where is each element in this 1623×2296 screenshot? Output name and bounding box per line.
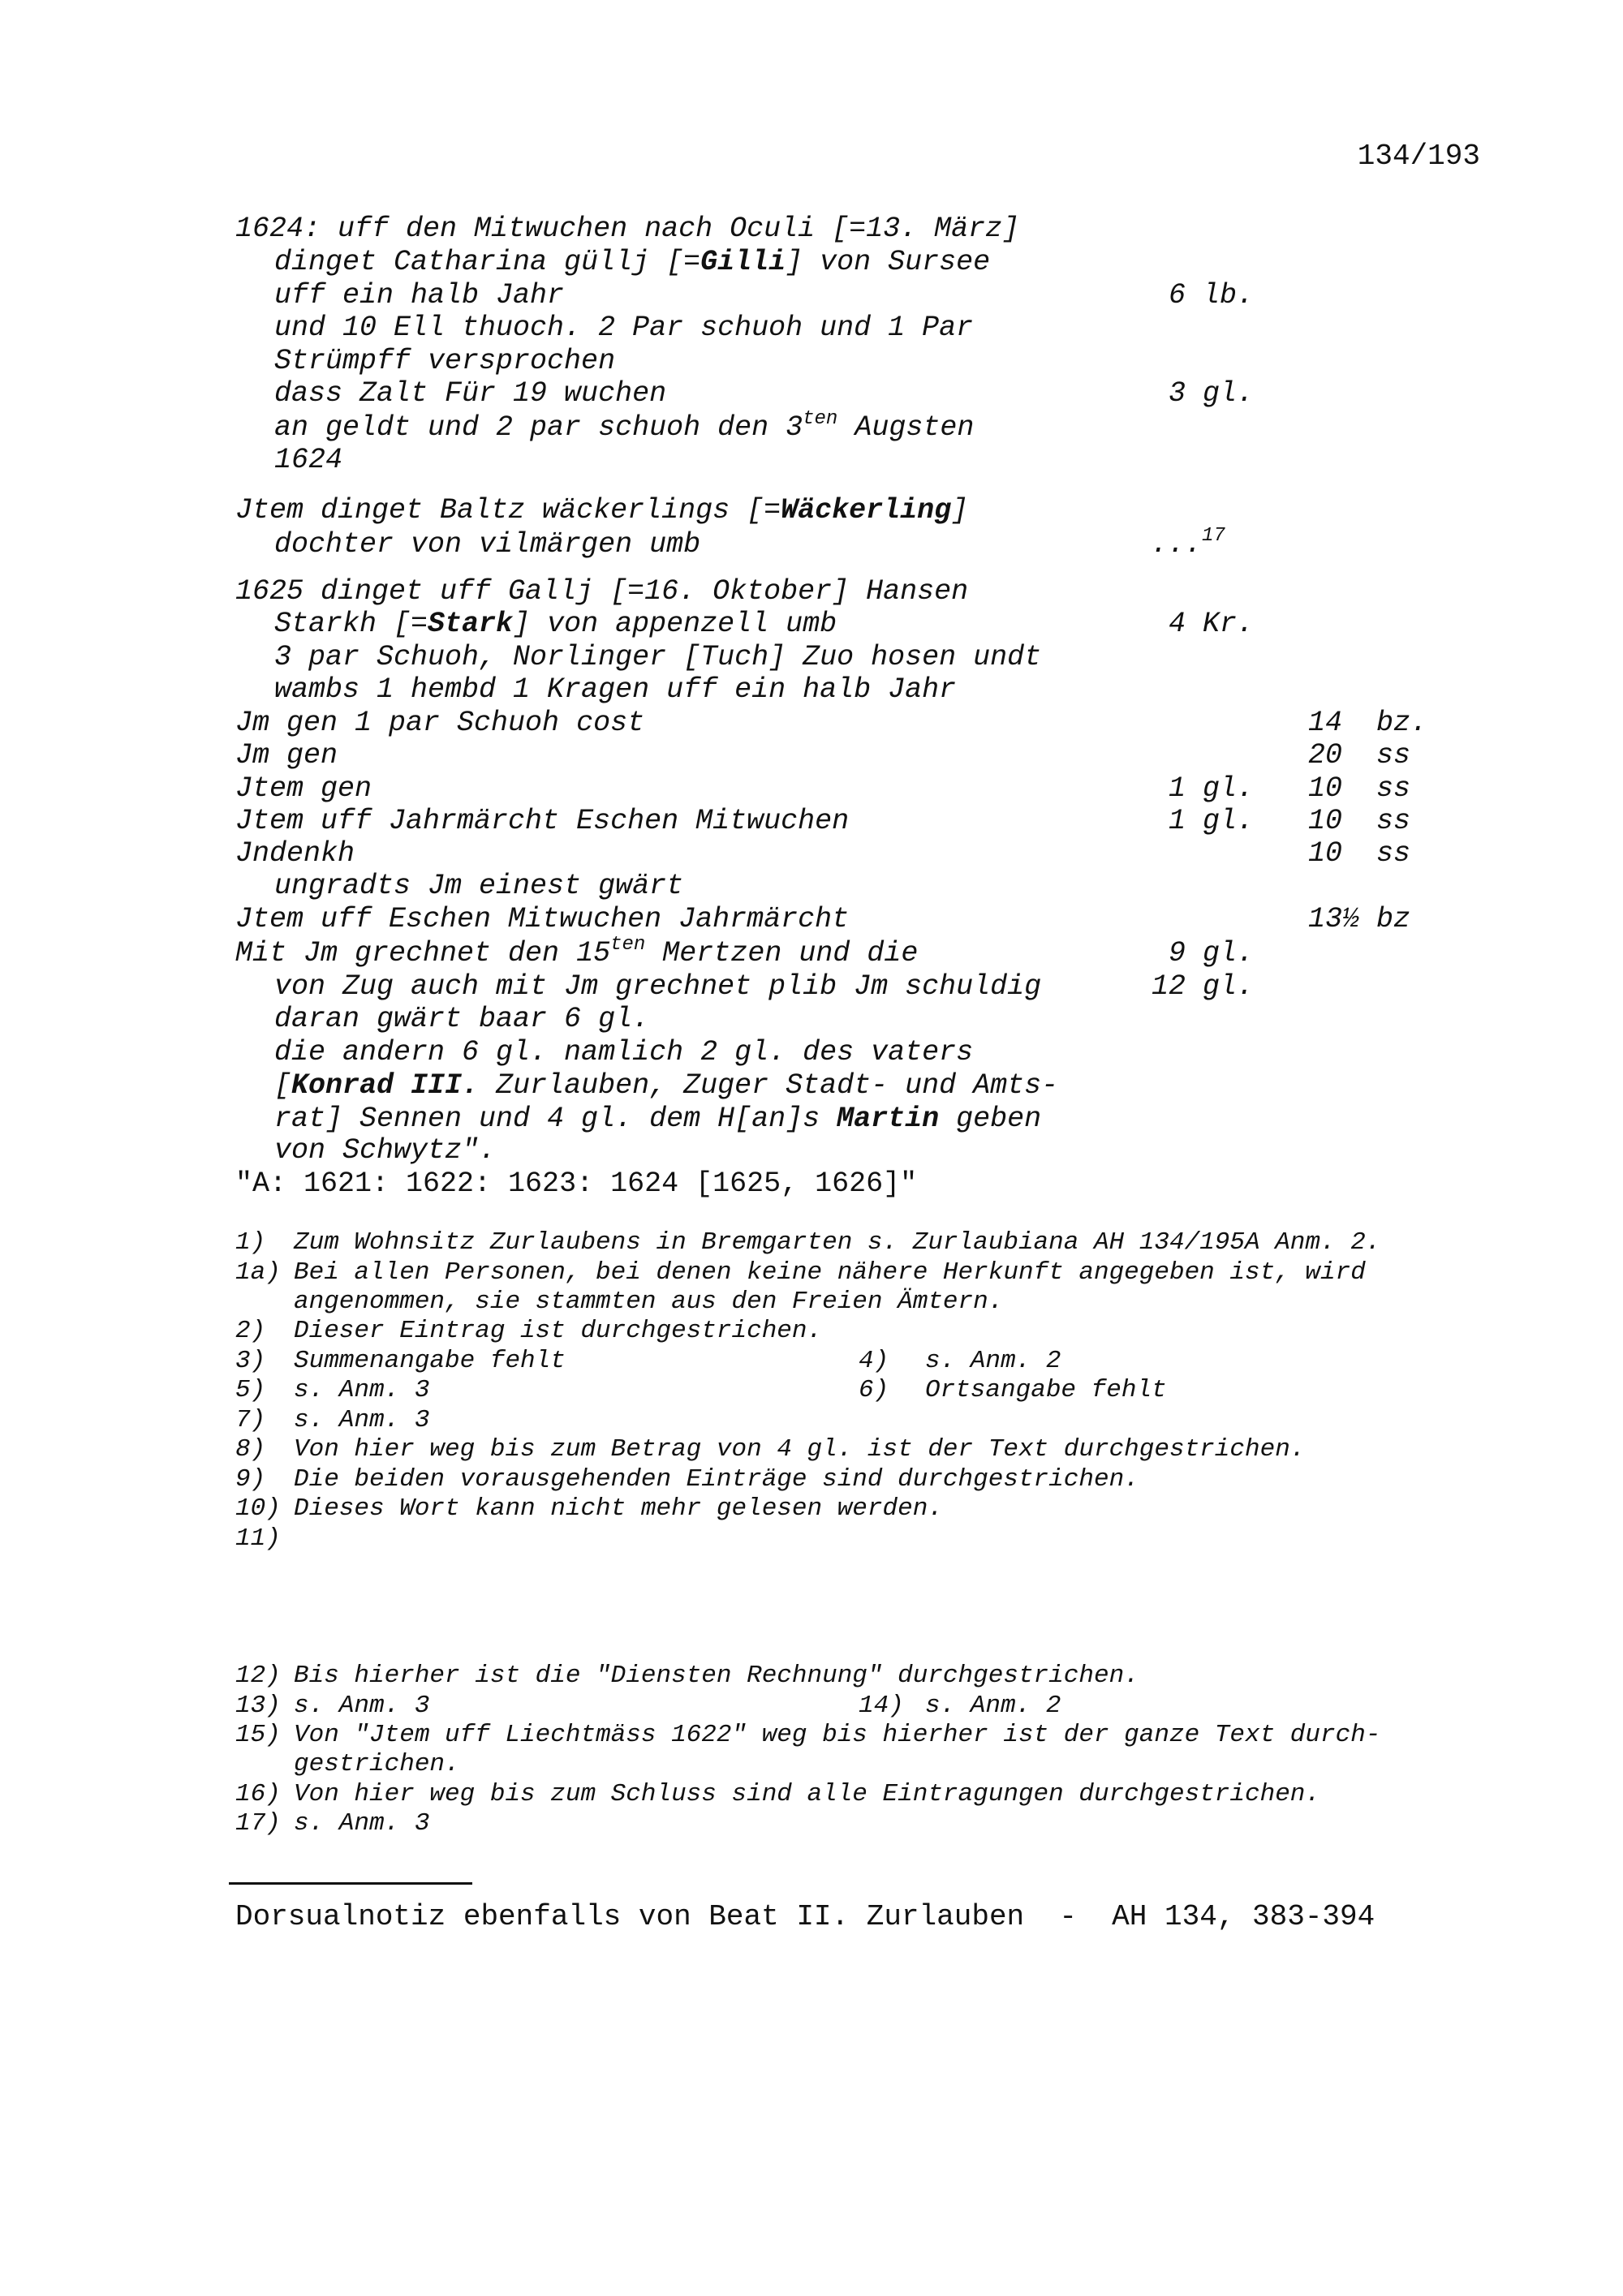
text-run: dass Zalt Für 19 wuchen [274, 377, 667, 410]
footnote-text: Von "Jtem uff Liechtmäss 1622" weg bis hierher ist der ganze Text durch- [294, 1721, 1381, 1749]
amount-column-2: 10 ss [1308, 805, 1411, 837]
text-run: 3 par Schuoh, Norlinger [Tuch] Zuo hosen undt [274, 641, 1042, 673]
superscript-text: ten [610, 934, 646, 956]
text-run: rat] Sennen und 4 gl. dem H[an]s [274, 1103, 837, 1135]
footnote-text: Ortsangabe fehlt [925, 1376, 1167, 1404]
text-run: Strümpff versprochen [274, 345, 616, 377]
footnote-number: 3) [235, 1347, 266, 1375]
entry-line [274, 248, 990, 277]
amount-column-1 [1169, 279, 1255, 312]
footnote-number: 5) [235, 1376, 266, 1404]
entry-line [274, 347, 615, 376]
footnote-text: Bei allen Personen, bei denen keine nähere Herkunft angegeben ist, wird [294, 1258, 1366, 1287]
entry-line [235, 1167, 918, 1200]
text-run: Jtem uff Eschen Mitwuchen Jahrmärcht [235, 903, 850, 935]
footnote-number: 14) [859, 1692, 904, 1720]
text-run: wambs 1 hembd 1 Kragen uff ein halb Jahr [274, 673, 957, 706]
footnote-text: angenommen, sie stammten aus den Freien Ämtern. [294, 1288, 1004, 1316]
entry-line [274, 872, 683, 901]
text-run: [ [274, 1069, 292, 1102]
amount-value: 4 Kr. [1169, 608, 1255, 640]
footnote-text: Dieses Wort kann nicht mehr gelesen werden. [294, 1494, 943, 1523]
footnote-text: Zum Wohnsitz Zurlaubens in Bremgarten s. Zurlaubiana AH 134/195A Anm. 2. [294, 1228, 1381, 1257]
text-run: "A: 1621: 1622: 1623: 1624 [1625, 1626]" [235, 1167, 918, 1200]
text-run: Jndenkh [235, 837, 355, 870]
footnote-text: Die beiden vorausgehenden Einträge sind durchgestrichen. [294, 1465, 1139, 1494]
text-run: Mit Jm grechnet den 15 [235, 937, 611, 970]
footnote-number: 8) [235, 1435, 266, 1464]
bold-name: Stark [428, 608, 514, 640]
footnote-text: s. Anm. 3 [294, 1809, 430, 1838]
text-run: Jtem dinget Baltz wäckerlings [= [235, 494, 781, 527]
footnote-text: s. Anm. 3 [294, 1692, 430, 1720]
footnote-text: Dieser Eintrag ist durchgestrichen. [294, 1317, 823, 1345]
footnote-number: 1) [235, 1228, 266, 1257]
amount-column-2: 10 ss [1308, 837, 1411, 870]
entry-line [274, 643, 1041, 672]
footnote-number: 10) [235, 1494, 281, 1523]
footer-rule [229, 1882, 472, 1885]
entry-line [235, 575, 969, 608]
amount-column-2: 10 ss [1308, 772, 1411, 805]
text-run: die andern 6 gl. namlich 2 gl. des vaters [274, 1036, 974, 1068]
dorsal-note: Dorsualnotiz ebenfalls von Beat II. Zurlauben - AH 134, 383-394 [235, 1900, 1375, 1933]
amount-column-1 [1152, 970, 1255, 1003]
page-number: 134/193 [1357, 140, 1480, 173]
text-run: ] von Sursee [786, 246, 991, 278]
amount-column-1 [1169, 772, 1255, 805]
footnote-number: 4) [859, 1347, 889, 1375]
text-run: 1624: uff den Mitwuchen nach Oculi [=13. März] [235, 213, 1020, 245]
footnote-number: 6) [859, 1376, 889, 1404]
entry-line [274, 1105, 1041, 1133]
text-run: ungradts Jm einest gwärt [274, 870, 684, 902]
bold-name: Wäckerling [781, 494, 952, 527]
amount-column-2: 14 bz. [1308, 707, 1428, 739]
entry-line [235, 905, 849, 934]
amount-value: 12 gl. [1152, 970, 1255, 1003]
footnote-text: s. Anm. 2 [925, 1347, 1061, 1375]
text-run: und 10 Ell thuoch. 2 Par schuoh und 1 Par [274, 312, 974, 344]
footnote-text: Von hier weg bis zum Schluss sind alle Eintragungen durchgestrichen. [294, 1780, 1321, 1808]
amount-value: 1 gl. [1169, 805, 1255, 837]
amount-column-1 [1152, 939, 1254, 968]
amount-value: ... [1151, 528, 1203, 561]
text-run: Mertzen und die [645, 937, 919, 970]
text-run: Jm gen 1 par Schuoh cost [235, 707, 645, 739]
entry-line [235, 739, 338, 772]
text-run: geben [939, 1103, 1042, 1135]
amount-column-1 [1169, 610, 1254, 638]
entry-line [274, 314, 973, 342]
text-run: von Schwytz". [274, 1134, 497, 1167]
footnote-number: 17) [235, 1809, 281, 1838]
amount-value: 6 lb. [1169, 279, 1255, 312]
amount-column-1 [1151, 525, 1225, 561]
footnote-number: 1a) [235, 1258, 281, 1287]
text-run: Jtem gen [235, 772, 372, 805]
text-run: Jtem uff Jahrmärcht Eschen Mitwuchen [235, 805, 850, 837]
entry-line [235, 215, 1019, 243]
footnote-number: 12) [235, 1662, 281, 1690]
bold-name: Martin [837, 1103, 940, 1135]
text-run: ] von appenzell umb [513, 608, 837, 640]
amount-column-1 [1169, 377, 1255, 410]
text-run: dinget Catharina güllj [= [274, 246, 701, 278]
footnote-text: s. Anm. 2 [925, 1692, 1061, 1720]
amount-value: 1 gl. [1169, 772, 1255, 805]
text-run: an geldt und 2 par schuoh den 3 [274, 411, 803, 444]
entry-line [235, 934, 919, 970]
footnote-text: Summenangabe fehlt [294, 1347, 566, 1375]
entry-line [274, 1038, 973, 1067]
footnote-text: s. Anm. 3 [294, 1406, 430, 1434]
footnote-number: 2) [235, 1317, 266, 1345]
text-run: von Zug auch mit Jm grechnet plib Jm schuldig [274, 970, 1042, 1003]
entry-line [274, 1134, 497, 1167]
entry-line [274, 1069, 1059, 1102]
text-run: daran gwärt baar 6 gl. [274, 1003, 650, 1035]
entry-line [274, 377, 667, 410]
amount-value: 3 gl. [1169, 377, 1255, 410]
footnote-text: Bis hierher ist die "Diensten Rechnung" durchgestrichen. [294, 1662, 1139, 1690]
entry-line [235, 837, 355, 870]
entry-line [274, 1005, 649, 1034]
text-run: 1624 [274, 444, 343, 476]
bold-name: Gilli [700, 246, 786, 278]
text-run: dochter von vilmärgen umb [274, 528, 701, 561]
footnote-text: Von hier weg bis zum Betrag von 4 gl. ist der Text durchgestrichen. [294, 1435, 1306, 1464]
footnote-number: 9) [235, 1465, 266, 1494]
text-run: Zurlauben, Zuger Stadt- und Amts- [479, 1069, 1059, 1102]
entry-line [235, 772, 372, 805]
footnote-number: 16) [235, 1780, 281, 1808]
text-run: 1625 dinget uff Gallj [=16. Oktober] Hansen [235, 575, 969, 608]
entry-line [274, 408, 975, 444]
bold-name: Konrad III. [291, 1069, 480, 1102]
footnote-reference: 17 [1202, 525, 1225, 547]
amount-column-1 [1169, 807, 1254, 836]
amount-column-2: 20 ss [1308, 739, 1411, 772]
entry-line [235, 494, 969, 527]
text-run: uff ein halb Jahr [274, 279, 565, 312]
text-run: Jm gen [235, 739, 338, 772]
footnote-number: 15) [235, 1721, 281, 1749]
text-run: Augsten [837, 411, 975, 444]
text-run: ] [951, 494, 969, 527]
entry-line [235, 709, 644, 737]
entry-line [274, 528, 701, 561]
footnote-number: 7) [235, 1406, 266, 1434]
entry-line [274, 610, 837, 638]
footnote-number: 11) [235, 1524, 281, 1553]
amount-column-2: 13½ bz [1308, 903, 1411, 935]
entry-line [235, 807, 849, 836]
footnote-text: s. Anm. 3 [294, 1376, 430, 1404]
entry-line [274, 673, 957, 706]
superscript-text: ten [803, 408, 838, 430]
footnote-number: 13) [235, 1692, 281, 1720]
entry-line [274, 970, 1042, 1003]
amount-value: 9 gl. [1152, 937, 1255, 970]
footnote-text: gestrichen. [294, 1750, 460, 1778]
text-run: Starkh [= [274, 608, 428, 640]
entry-line [274, 279, 565, 312]
entry-line [274, 446, 342, 475]
